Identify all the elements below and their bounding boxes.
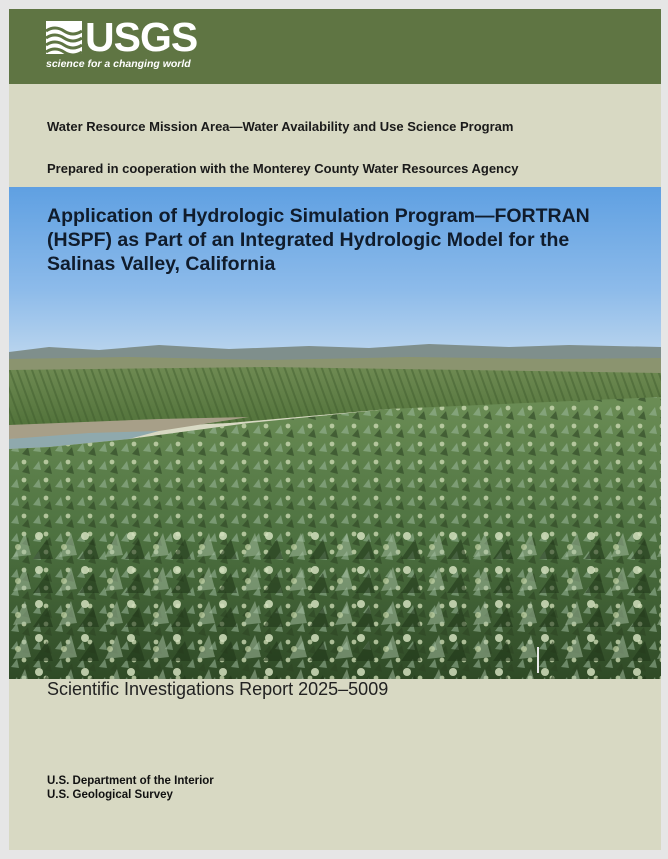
usgs-tagline: science for a changing world — [46, 58, 191, 70]
title-line: (HSPF) as Part of an Integrated Hydrologic Model for the — [47, 229, 570, 251]
program-line: Water Resource Mission Area—Water Availability and Use Science Program — [47, 119, 514, 134]
report-series: Scientific Investigations Report 2025–5009 — [47, 679, 389, 699]
title-line: Salinas Valley, California — [47, 253, 276, 275]
usgs-logo[interactable] — [46, 14, 198, 78]
report-cover — [9, 9, 661, 850]
report-title — [47, 204, 627, 276]
cooperation-line: Prepared in cooperation with the Monterey County Water Resources Agency — [47, 161, 519, 176]
department-name: U.S. Department of the Interior — [47, 775, 214, 787]
usgs-wordmark: USGS — [85, 14, 198, 60]
agency-block — [47, 774, 214, 802]
agency-name: U.S. Geological Survey — [47, 789, 173, 801]
usgs-banner — [9, 9, 661, 84]
usgs-wave-icon — [46, 21, 82, 54]
title-line: Application of Hydrologic Simulation Program—FORTRAN — [47, 205, 590, 227]
